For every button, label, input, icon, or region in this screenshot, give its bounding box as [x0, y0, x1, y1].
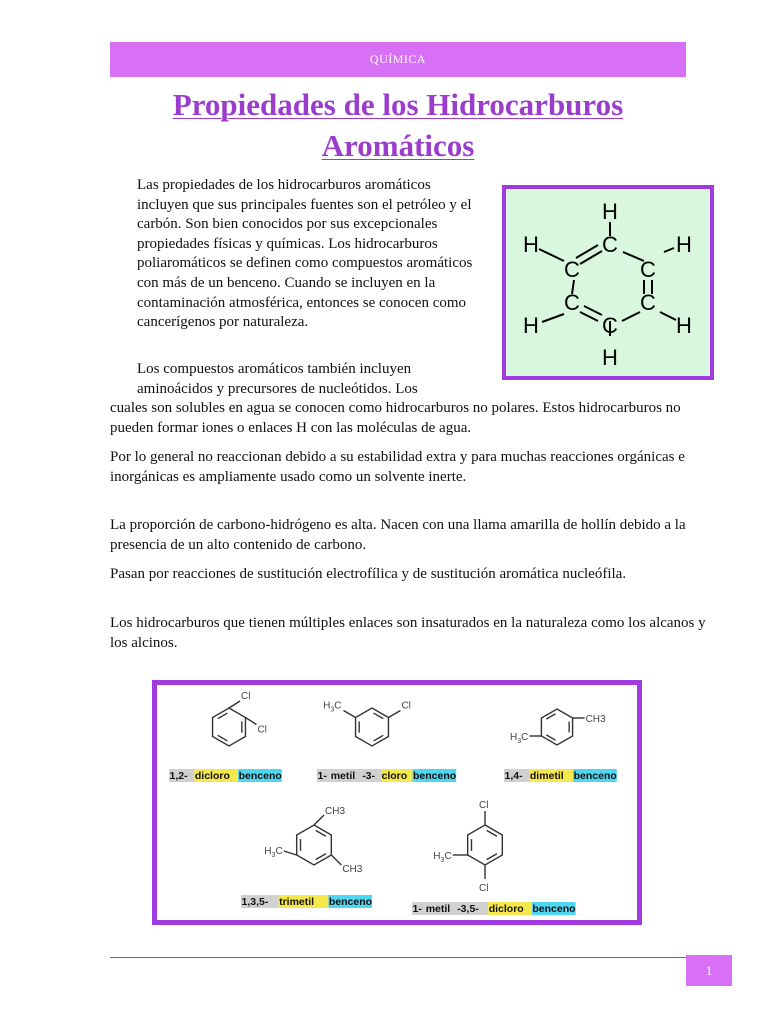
name-segment: -3,5- [457, 903, 479, 915]
atom-label: C [564, 257, 580, 282]
name-segment: benceno [413, 770, 457, 782]
compound-name [412, 902, 576, 915]
substituent-label: $H_3C$ [264, 846, 283, 859]
substituent-label: Cl [241, 691, 251, 702]
bond-line [580, 312, 598, 321]
compound-name [241, 895, 372, 908]
benzene-derivatives-figure [152, 680, 642, 925]
substituent-label: CH3 [585, 714, 606, 725]
substituent-label: CH3 [325, 806, 346, 817]
substituent-bond [284, 851, 297, 855]
substituent-bond [314, 815, 324, 825]
substituent-bond [344, 711, 356, 718]
paragraph-stability: Por lo general no reaccionan debido a su estabilidad extra y para muchas reacciones orgánicas e inorgánicas es ampliamente usado como un solvente inerte. [110, 449, 685, 485]
ring-outline [541, 709, 572, 745]
name-segment: 1,2- [169, 770, 188, 782]
page-title-line-2: Aromáticos [321, 128, 475, 163]
ring-outline [213, 708, 246, 746]
substituent-bond [245, 718, 256, 725]
name-segment: metil [330, 770, 356, 782]
name-segment: 1,3,5- [241, 896, 269, 908]
benzene-ring [468, 825, 503, 865]
bond-line [542, 314, 564, 322]
atom-label: C [602, 232, 618, 257]
benzene-ring [541, 709, 572, 745]
atom-label: C [640, 290, 656, 315]
benzene-ring [213, 708, 246, 746]
ring-outline [297, 825, 332, 865]
atom-label: C [640, 257, 656, 282]
paragraph-properties: Las propiedades de los hidrocarburos aromáticos incluyen que sus principales fuentes son el petróleo y el carbón. Son bien conocidos por sus excepcionales propiedades físicas y químicas. Los hidrocarburos poliaromáticos se definen como compuestos aromáticos con más de un benceno. Cuando se incluyen en la contaminación atmosférica, entonces se conocen como cancerígenos por naturaleza. [137, 177, 473, 331]
compound-name [169, 769, 282, 782]
ring-outline [356, 708, 389, 746]
substituent-label: Cl [401, 700, 411, 712]
footer-divider [110, 957, 686, 958]
bond-line [664, 248, 674, 252]
name-segment: benceno [328, 896, 373, 908]
compound-name [317, 769, 456, 782]
benzene-derivatives-diagram [157, 685, 637, 920]
atom-label: C [564, 290, 580, 315]
atom-label: H [676, 232, 692, 257]
benzene-structure-figure [502, 185, 714, 380]
paragraph-carbon-ratio: La proporción de carbono-hidrógeno es alta. Nacen con una llama amarilla de hollín debido a la presencia de un alto contenido de carbono. [110, 517, 686, 553]
substituent-label: Cl [257, 724, 267, 736]
section-header-bar [110, 42, 686, 77]
name-segment: metil [425, 903, 451, 915]
bond-line [660, 312, 676, 320]
substituent-label: $H_3C$ [510, 732, 529, 745]
atom-label: H [523, 313, 539, 338]
name-segment: benceno [238, 770, 282, 782]
bond-line [584, 306, 602, 315]
name-segment: 1- [317, 770, 327, 782]
atom-label: H [523, 232, 539, 257]
substituent-label: $H_3C$ [323, 700, 342, 714]
name-segment: dimetil [529, 770, 564, 782]
substituent-label: Cl [479, 800, 489, 811]
name-segment: 1- [412, 903, 422, 915]
substituent-bond [388, 711, 400, 718]
page-number-badge [686, 955, 732, 986]
ring-outline [468, 825, 503, 865]
name-segment: benceno [573, 770, 617, 782]
name-segment: dicloro [488, 903, 524, 915]
substituent-label: CH3 [342, 864, 363, 875]
compound-name [504, 769, 617, 782]
section-label: QUÍMICA [369, 52, 427, 66]
page-number: 1 [705, 962, 713, 978]
name-segment: benceno [532, 903, 576, 915]
name-segment: dicloro [194, 770, 230, 782]
benzene-ring [297, 825, 332, 865]
page-title [110, 84, 686, 166]
atom-label: H [602, 199, 618, 224]
benzene-atoms [523, 199, 692, 370]
paragraph-aromatic-compounds-start: Los compuestos aromáticos también incluyen aminoácidos y precursores de nucleótidos. Los [137, 361, 418, 397]
bond-line [622, 312, 640, 321]
name-segment: cloro [381, 770, 408, 782]
paragraph-unsaturated: Los hidrocarburos que tienen múltiples enlaces son insaturados en la naturaleza como los alcanos y los alcinos. [110, 615, 706, 651]
page-title-line-1: Propiedades de los Hidrocarburos [172, 87, 624, 122]
substituent-bond [331, 855, 341, 865]
paragraph-substitution: Pasan por reacciones de sustitución electrofílica y de sustitución aromática nucleófila. [110, 566, 627, 582]
bond-line [539, 249, 564, 261]
atom-label: H [602, 345, 618, 370]
name-segment: -3- [362, 770, 376, 782]
atom-label: H [676, 313, 692, 338]
substituent-label: Cl [479, 883, 489, 894]
name-segment: trimetil [279, 896, 315, 908]
benzene-structure-diagram [506, 189, 710, 376]
substituent-label: $H_3C$ [433, 851, 452, 864]
atom-label: C [602, 313, 618, 338]
substituent-bond [229, 701, 240, 708]
paragraph-aromatic-compounds-end: cuales son solubles en agua se conocen como hidrocarburos no polares. Estos hidrocarburos no pueden formar iones o enlaces H con las moléculas de agua. [110, 400, 681, 436]
benzene-ring [356, 708, 389, 746]
name-segment: 1,4- [504, 770, 523, 782]
